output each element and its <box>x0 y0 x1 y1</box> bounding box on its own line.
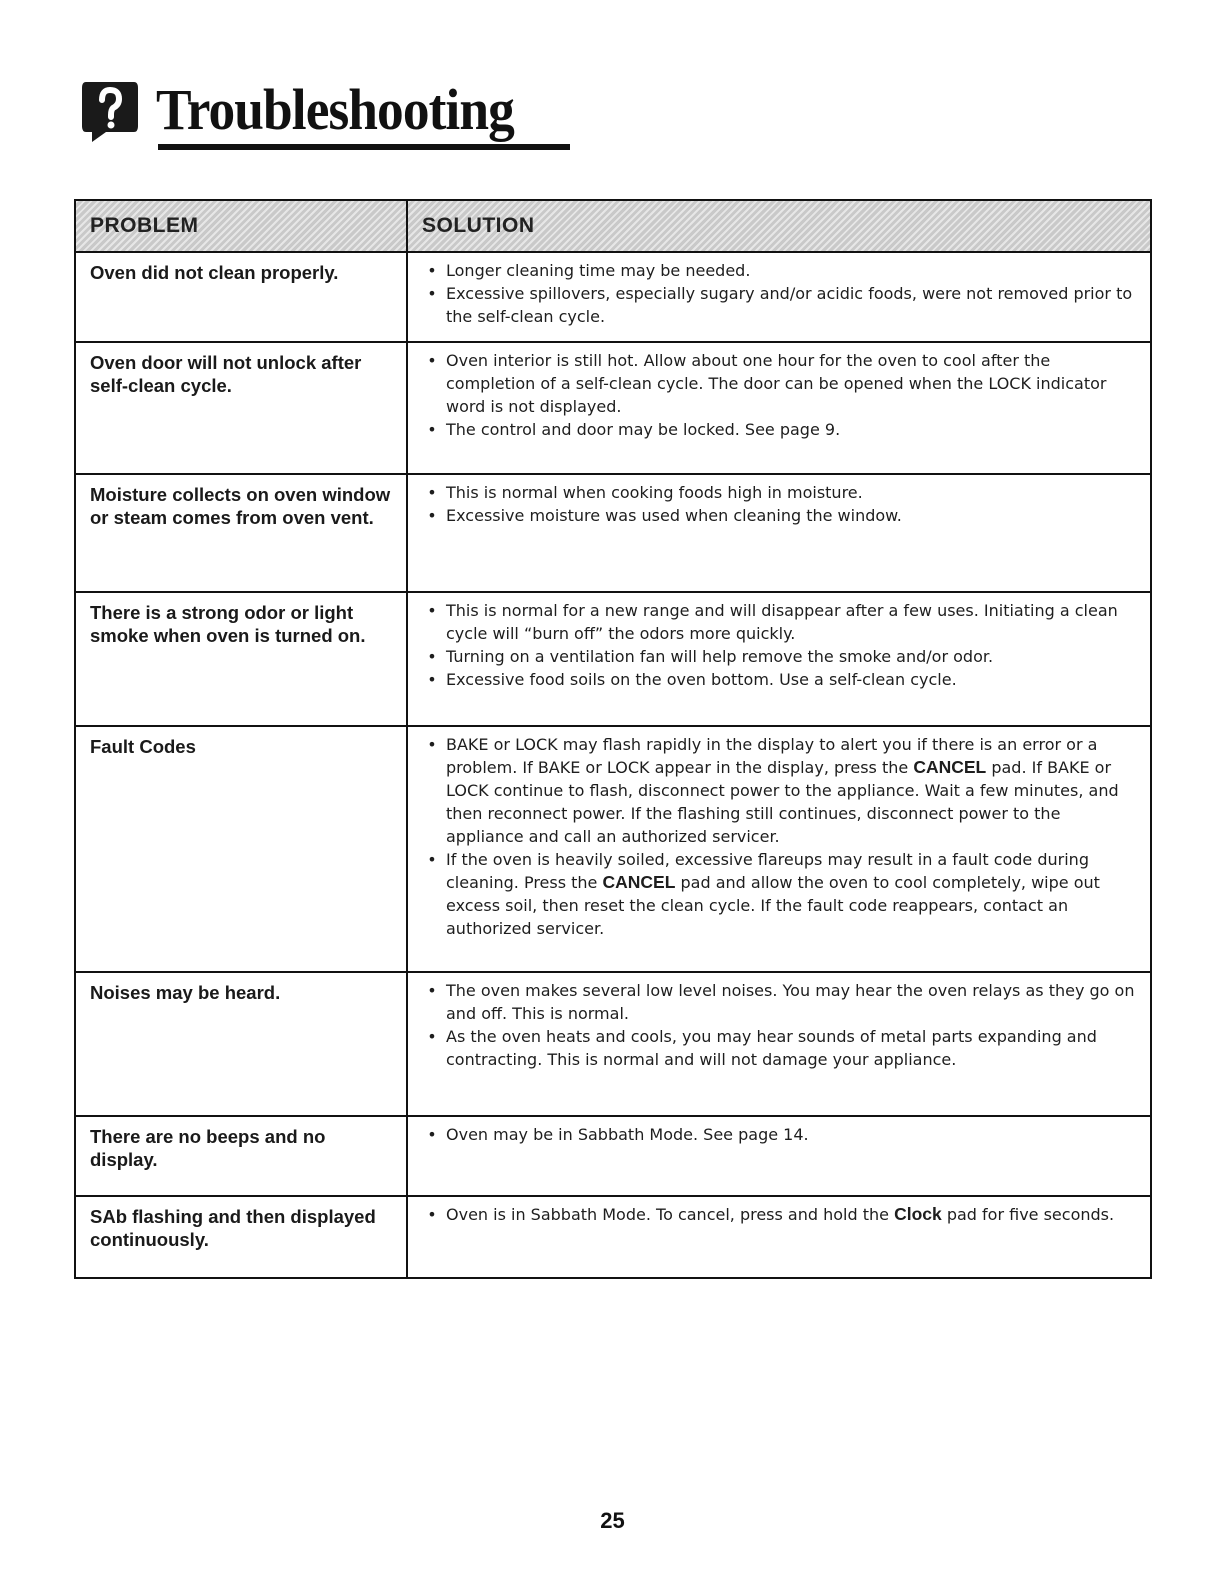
bullet-icon: • <box>427 647 437 666</box>
bullet-icon: • <box>427 1205 437 1224</box>
bullet-icon: • <box>427 1125 437 1144</box>
problem-cell: Oven did not clean properly. <box>76 253 408 341</box>
table-row <box>76 1117 1150 1197</box>
table-row <box>76 475 1150 593</box>
question-mark-icon <box>80 78 140 144</box>
solution-item <box>426 504 1142 527</box>
bullet-icon: • <box>427 284 437 303</box>
solution-text: This is normal for a new range and will disappear after a few uses. Initiating a clean cycle will “burn off” the odors more quickly. <box>446 601 1118 643</box>
solution-list <box>426 1203 1142 1226</box>
column-header-problem: PROBLEM <box>76 201 408 251</box>
problem-cell: SAb flashing and then displayed continuously. <box>76 1197 408 1277</box>
solution-cell <box>408 593 1150 725</box>
solution-cell <box>408 1117 1150 1195</box>
solution-text: BAKE or LOCK may flash rapidly in the display to alert you if there is an error or a problem. If BAKE or LOCK appear in the display, press the <box>446 735 1098 777</box>
solution-cell <box>408 1197 1150 1277</box>
bullet-icon: • <box>427 261 437 280</box>
table-row <box>76 973 1150 1117</box>
solution-text: pad for five seconds. <box>941 1205 1115 1224</box>
problem-cell: Oven door will not unlock after self-clean cycle. <box>76 343 408 473</box>
problem-cell: There is a strong odor or light smoke when oven is turned on. <box>76 593 408 725</box>
solution-text: Excessive food soils on the oven bottom. Use a self-clean cycle. <box>446 670 957 689</box>
solution-text: pad and allow the oven to cool completely, wipe out excess soil, then reset the clean cycle. If the fault code reappears, contact an authorized servicer. <box>446 873 1100 938</box>
bullet-icon: • <box>427 483 437 502</box>
solution-text: Turning on a ventilation fan will help remove the smoke and/or odor. <box>446 647 994 666</box>
troubleshooting-table <box>74 199 1152 1279</box>
bullet-icon: • <box>427 850 437 869</box>
solution-item <box>426 848 1142 940</box>
solution-list <box>426 1123 1142 1146</box>
bullet-icon: • <box>427 1027 437 1046</box>
solution-text: As the oven heats and cools, you may hear sounds of metal parts expanding and contracting. This is normal and will not damage your appliance. <box>446 1027 1097 1069</box>
table-row <box>76 727 1150 973</box>
solution-text: The control and door may be locked. See page 9. <box>446 420 841 439</box>
solution-keyword: CANCEL <box>913 757 987 777</box>
solution-cell <box>408 343 1150 473</box>
solution-item <box>426 1203 1142 1226</box>
solution-text: Oven interior is still hot. Allow about one hour for the oven to cool after the completion of a self-clean cycle. The door can be opened when the LOCK indicator word is not displayed. <box>446 351 1107 416</box>
solution-item <box>426 668 1142 691</box>
solution-item <box>426 645 1142 668</box>
solution-keyword: Clock <box>894 1204 942 1224</box>
solution-list <box>426 481 1142 527</box>
column-header-solution: SOLUTION <box>422 214 535 237</box>
bullet-icon: • <box>427 670 437 689</box>
solution-text: The oven makes several low level noises. You may hear the oven relays as they go on and off. This is normal. <box>446 981 1135 1023</box>
problem-cell: Fault Codes <box>76 727 408 971</box>
page-header <box>80 72 514 157</box>
solution-keyword: CANCEL <box>602 872 676 892</box>
page-number: 25 <box>600 1508 625 1533</box>
solution-list <box>426 599 1142 691</box>
solution-cell <box>408 475 1150 591</box>
solution-text: Oven is in Sabbath Mode. To cancel, press and hold the <box>446 1205 895 1224</box>
solution-cell <box>408 973 1150 1115</box>
solution-item <box>426 282 1142 328</box>
solution-text: Longer cleaning time may be needed. <box>446 261 751 280</box>
solution-text: Excessive moisture was used when cleaning the window. <box>446 506 902 525</box>
solution-list <box>426 979 1142 1071</box>
solution-text: Excessive spillovers, especially sugary and/or acidic foods, were not removed prior to the self-clean cycle. <box>446 284 1133 326</box>
solution-text: This is normal when cooking foods high in moisture. <box>446 483 863 502</box>
solution-cell <box>408 253 1150 341</box>
solution-list <box>426 349 1142 441</box>
solution-item <box>426 349 1142 418</box>
problem-cell: Noises may be heard. <box>76 973 408 1115</box>
solution-text: Oven may be in Sabbath Mode. See page 14. <box>446 1125 809 1144</box>
bullet-icon: • <box>427 420 437 439</box>
solution-item <box>426 733 1142 848</box>
page-title: Troubleshooting <box>156 77 514 142</box>
bullet-icon: • <box>427 601 437 620</box>
bullet-icon: • <box>427 735 437 754</box>
table-row <box>76 343 1150 475</box>
solution-list <box>426 259 1142 328</box>
solution-text: If the oven is heavily soiled, excessive flareups may result in a fault code during cleaning. Press the <box>446 850 1089 892</box>
solution-item <box>426 1025 1142 1071</box>
bullet-icon: • <box>427 351 437 370</box>
solution-item <box>426 979 1142 1025</box>
title-underline <box>158 144 570 150</box>
solution-item <box>426 599 1142 645</box>
solution-item <box>426 1123 1142 1146</box>
bullet-icon: • <box>427 981 437 1000</box>
bullet-icon: • <box>427 506 437 525</box>
solution-item <box>426 481 1142 504</box>
solution-item <box>426 418 1142 441</box>
problem-cell: There are no beeps and no display. <box>76 1117 408 1195</box>
solution-cell <box>408 727 1150 971</box>
table-body <box>76 253 1150 1277</box>
solution-text: pad. If BAKE or LOCK continue to flash, disconnect power to the appliance. Wait a few minutes, and then reconnect power. If the flashing still continues, disconnect power to the appliance and call an authorized servicer. <box>446 758 1119 846</box>
table-row <box>76 593 1150 727</box>
table-row <box>76 1197 1150 1277</box>
table-header <box>76 201 1150 253</box>
solution-item <box>426 259 1142 282</box>
problem-cell: Moisture collects on oven window or steam comes from oven vent. <box>76 475 408 591</box>
table-row <box>76 253 1150 343</box>
solution-list <box>426 733 1142 940</box>
